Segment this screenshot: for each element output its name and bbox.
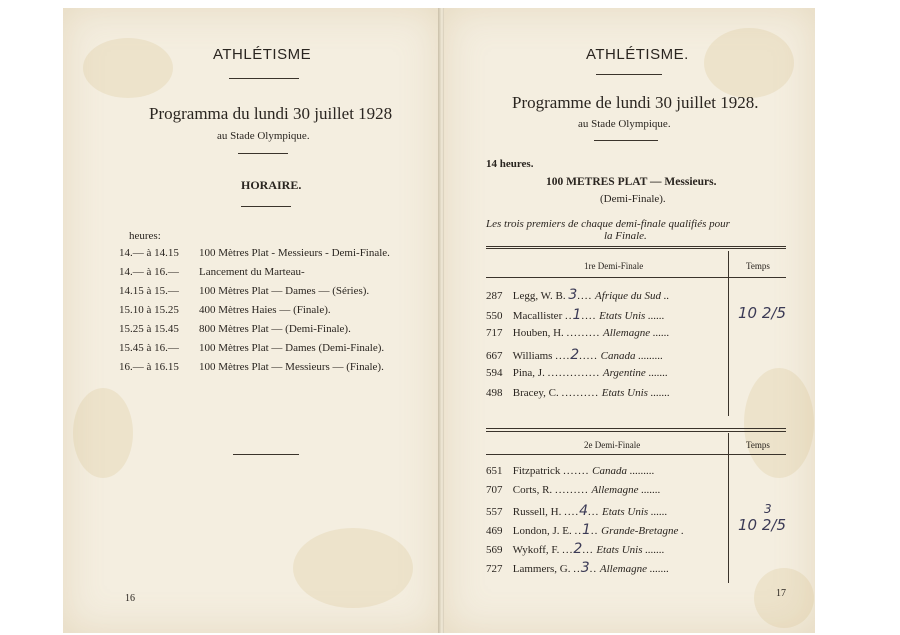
left-page: [63, 8, 440, 633]
athlete-country: Etats Unis .......: [596, 544, 665, 556]
time-header: Temps: [746, 440, 770, 450]
schedule-event: 400 Mètres Haies — (Finale).: [199, 304, 331, 316]
program-heading: Programme de lundi 30 juillet 1928.: [512, 93, 759, 112]
qualification-note-cont: la Finale.: [604, 230, 647, 242]
handwritten-place: 2: [573, 541, 583, 557]
page-number: 17: [776, 588, 786, 599]
page-number: 16: [125, 593, 135, 604]
athlete-country: Allemagne ......: [603, 327, 670, 339]
round-label: (Demi-Finale).: [600, 193, 666, 205]
handwritten-note: 3: [764, 502, 772, 516]
right-page: [444, 8, 815, 633]
start-time: 14 heures.: [486, 158, 534, 170]
schedule-time: 14.— à 14.15: [119, 247, 179, 259]
athlete-row: 557 Russell, H. ....4... Etats Unis ......: [486, 503, 668, 519]
handwritten-place: 1: [572, 307, 582, 323]
table-header-rule: [486, 454, 786, 455]
bib-number: 717: [486, 327, 503, 339]
bib-number: 667: [486, 350, 503, 362]
schedule-event: Lancement du Marteau-: [199, 266, 305, 278]
athlete-row: 727 Lammers, G. ..3.. Allemagne .......: [486, 560, 669, 576]
athlete-name: Lammers, G.: [512, 563, 571, 575]
section-heading: HORAIRE.: [241, 178, 302, 192]
venue-line: au Stade Olympique.: [217, 130, 310, 142]
schedule-row: [119, 342, 384, 354]
time-header: Temps: [746, 261, 770, 271]
bib-number: 469: [486, 525, 503, 537]
bib-number: 287: [486, 290, 503, 302]
schedule-row: [119, 361, 384, 373]
divider: [233, 454, 299, 455]
divider: [241, 206, 291, 207]
athlete-row: 707 Corts, R. ......... Allemagne .......: [486, 484, 661, 496]
event-heading: 100 METRES PLAT — Messieurs.: [546, 176, 717, 188]
schedule-row: [119, 266, 305, 278]
athlete-country: Etats Unis .......: [601, 387, 670, 399]
handwritten-time: 10 2/5: [738, 516, 786, 534]
schedule-row: [119, 247, 390, 259]
schedule-row: [119, 285, 369, 297]
schedule-time: 14.— à 16.—: [119, 266, 179, 278]
venue-line: au Stade Olympique.: [578, 118, 671, 130]
bib-number: 498: [486, 387, 503, 399]
divider: [238, 153, 288, 154]
paper-stain: [704, 28, 794, 98]
schedule-time: 15.25 à 15.45: [119, 323, 179, 335]
divider: [594, 140, 658, 141]
hours-label: heures:: [129, 230, 161, 242]
handwritten-place: 3: [568, 287, 578, 303]
schedule-event: 800 Mètres Plat — (Demi-Finale).: [199, 323, 351, 335]
athlete-name: Fitzpatrick: [512, 465, 561, 477]
athlete-name: Legg, W. B.: [512, 290, 566, 302]
schedule-row: [119, 304, 331, 316]
bib-number: 550: [486, 310, 503, 322]
table-header-rule: [486, 277, 786, 278]
divider: [596, 74, 662, 75]
athlete-name: Corts, R.: [512, 484, 553, 496]
schedule-event: 100 Mètres Plat — Messieurs — (Finale).: [199, 361, 384, 373]
athlete-name: Pina, J.: [512, 367, 545, 379]
page-title: ATHLÉTISME.: [586, 46, 689, 63]
athlete-name: Russell, H.: [512, 506, 562, 518]
handwritten-place: 4: [579, 503, 589, 519]
athlete-row: 717 Houben, H. ......... Allemagne ......: [486, 327, 670, 339]
athlete-row: 594 Pina, J. .............. Argentine .......: [486, 367, 668, 379]
table-top-rule: [486, 431, 786, 432]
table-bottom-rule: [486, 428, 786, 429]
bib-number: 594: [486, 367, 503, 379]
handwritten-place: 2: [570, 347, 580, 363]
athlete-name: Houben, H.: [512, 327, 564, 339]
schedule-event: 100 Mètres Plat - Messieurs - Demi-Finale.: [199, 247, 390, 259]
paper-stain: [293, 528, 413, 608]
program-heading: Programma du lundi 30 juillet 1928: [149, 104, 393, 123]
schedule-row: [119, 323, 351, 335]
schedule-time: 16.— à 16.15: [119, 361, 179, 373]
paper-stain: [744, 368, 814, 478]
qualification-note: Les trois premiers de chaque demi-finale qualifiés pour: [486, 218, 730, 230]
time-column-divider: [728, 251, 729, 416]
athlete-row: 287 Legg, W. B. 3.... Afrique du Sud ..: [486, 287, 670, 303]
athlete-name: Williams: [512, 350, 553, 362]
table-top-rule: [486, 246, 786, 247]
schedule-event: 100 Mètres Plat — Dames — (Séries).: [199, 285, 370, 297]
page-title: ATHLÉTISME: [213, 46, 312, 63]
athlete-country: Afrique du Sud ..: [595, 290, 670, 302]
divider: [229, 78, 299, 79]
bib-number: 651: [486, 465, 503, 477]
handwritten-place: 1: [581, 522, 591, 538]
athlete-country: Argentine .......: [602, 367, 668, 379]
athlete-country: Canada .........: [592, 465, 655, 477]
bib-number: 569: [486, 544, 503, 556]
schedule-time: 15.45 à 16.—: [119, 342, 179, 354]
athlete-name: London, J. E.: [512, 525, 572, 537]
bib-number: 727: [486, 563, 503, 575]
athlete-country: Canada .........: [600, 350, 663, 362]
athlete-country: Allemagne .......: [599, 563, 669, 575]
athlete-row: 569 Wykoff, F. ...2... Etats Unis .......: [486, 541, 665, 557]
athlete-country: Allemagne .......: [591, 484, 661, 496]
bib-number: 557: [486, 506, 503, 518]
schedule-time: 14.15 à 15.—: [119, 285, 179, 297]
athlete-row: 469 London, J. E. ..1.. Grande-Bretagne .: [486, 522, 684, 538]
schedule-event: 100 Mètres Plat — Dames (Demi-Finale).: [199, 342, 385, 354]
athlete-row: 498 Bracey, C. .......... Etats Unis .......: [486, 387, 670, 399]
athlete-row: 667 Williams ....2..... Canada .........: [486, 347, 663, 363]
paper-stain: [83, 38, 173, 98]
heat-header: 1re Demi-Finale: [584, 261, 644, 271]
athlete-name: Bracey, C.: [512, 387, 559, 399]
bib-number: 707: [486, 484, 503, 496]
athlete-country: Grande-Bretagne .: [601, 525, 684, 537]
athlete-country: Etats Unis ......: [599, 310, 665, 322]
athlete-name: Macallister: [512, 310, 563, 322]
handwritten-time: 10 2/5: [738, 304, 786, 322]
athlete-country: Etats Unis ......: [602, 506, 668, 518]
athlete-row: 550 Macallister ..1.... Etats Unis ......: [486, 307, 665, 323]
table-top-rule: [486, 248, 786, 249]
athlete-name: Wykoff, F.: [512, 544, 560, 556]
athlete-row: 651 Fitzpatrick ....... Canada .........: [486, 465, 655, 477]
schedule-time: 15.10 à 15.25: [119, 304, 179, 316]
handwritten-place: 3: [580, 560, 590, 576]
heat-header: 2e Demi-Finale: [584, 440, 641, 450]
paper-stain: [73, 388, 133, 478]
time-column-divider: [728, 433, 729, 583]
